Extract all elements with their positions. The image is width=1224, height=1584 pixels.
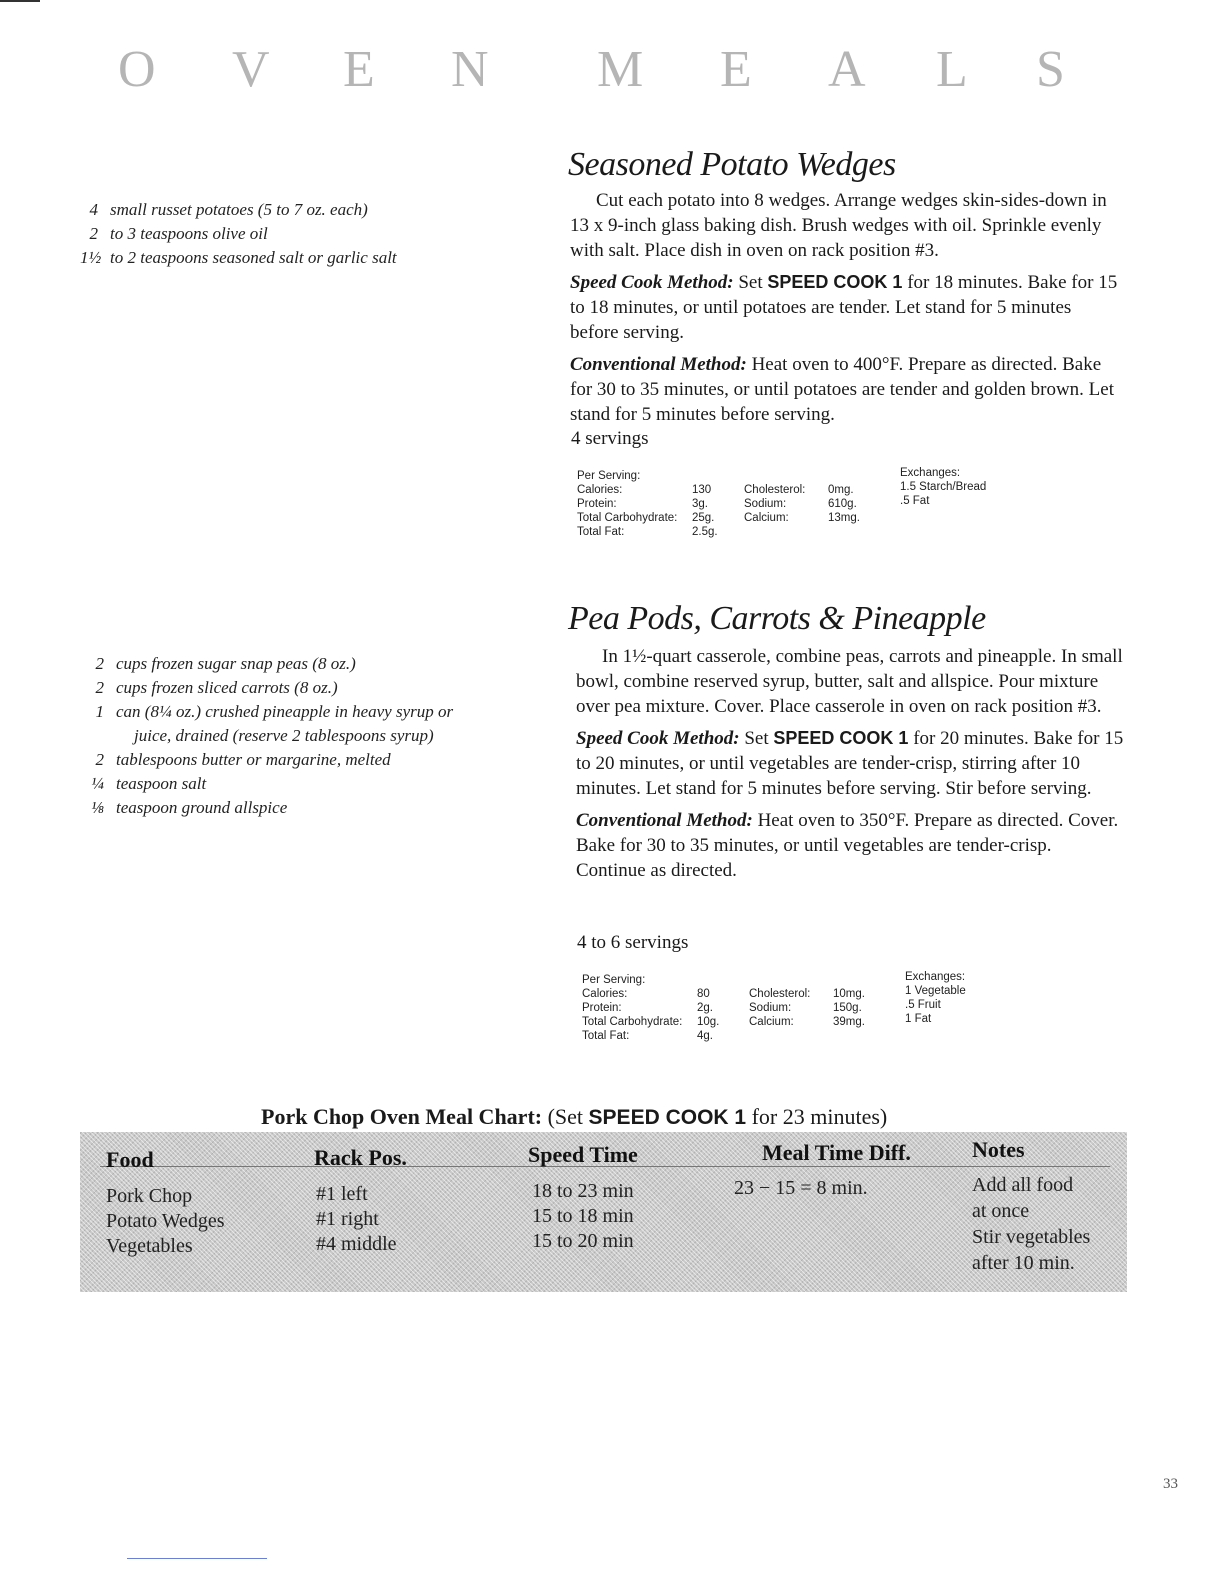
chart-cell: #4 middle	[316, 1233, 397, 1255]
chart-cell: 15 to 18 min	[532, 1205, 634, 1227]
ingredient-text-continued: juice, drained (reserve 2 tablespoons syrup)	[134, 726, 434, 745]
chart-cell: 18 to 23 min	[532, 1180, 634, 1202]
nutrition-label: Total Carbohydrate:	[582, 1016, 683, 1028]
chart-cell: at once	[972, 1200, 1030, 1222]
ingredient-qty: 2	[95, 750, 104, 769]
conventional-method	[570, 352, 1120, 427]
ingredient-qty: ⅛	[91, 798, 104, 817]
exchange-item: .5 Fruit	[905, 999, 941, 1011]
ingredient-item	[86, 748, 506, 772]
chart-header-cell: Food	[106, 1147, 154, 1172]
nutrition-label: Total Fat:	[577, 526, 625, 538]
nutrition-value: 13mg.	[828, 512, 860, 524]
nutrition-value: 150g.	[833, 1002, 862, 1014]
speed-cook-pre: Set	[738, 272, 763, 293]
chart-header-cell: Speed Time	[528, 1142, 638, 1167]
nutrition-label: Total Carbohydrate:	[577, 512, 678, 524]
ingredient-text: teaspoon ground allspice	[116, 798, 288, 817]
chart-title	[261, 1104, 887, 1130]
servings: 4 servings	[571, 428, 649, 449]
speed-cook-label: Speed Cook Method:	[576, 728, 740, 749]
chart-title-pre: (Set	[547, 1104, 584, 1129]
nutrition-label: Cholesterol:	[744, 484, 806, 496]
recipe-title: Pea Pods, Carrots & Pineapple	[568, 600, 986, 637]
chart-title-bold: Pork Chop Oven Meal Chart:	[261, 1104, 543, 1129]
chart-title-post: for 23 minutes)	[751, 1104, 888, 1129]
exchange-item: 1 Vegetable	[905, 985, 966, 997]
nutrition-value: 39mg.	[833, 1016, 865, 1028]
recipe-intro: Cut each potato into 8 wedges. Arrange wedges skin-sides-down in 13 x 9-inch glass baking dish. Brush wedges with oil. Sprinkle evenly with salt. Place dish in oven on rack position #3.	[570, 190, 1107, 261]
ingredient-text: can (8¼ oz.) crushed pineapple in heavy syrup or	[116, 702, 454, 721]
nutrition-facts	[582, 973, 1082, 1053]
chart-cell: Potato Wedges	[106, 1210, 225, 1232]
ingredient-qty: 2	[89, 224, 98, 243]
ingredient-text: cups frozen sugar snap peas (8 oz.)	[116, 654, 356, 673]
header-letter: E	[343, 41, 375, 98]
ingredient-qty: 2	[95, 678, 104, 697]
speed-cook-label: Speed Cook Method:	[570, 272, 734, 293]
nutrition-value: 0mg.	[828, 484, 854, 496]
header-letter: V	[232, 41, 270, 98]
ingredient-text: to 3 teaspoons olive oil	[110, 224, 268, 243]
recipe-intro: In 1½-quart casserole, combine peas, carrots and pineapple. In small bowl, combine reserved syrup, butter, salt and allspice. Pour mixture over pea mixture. Cover. Place casserole in oven on rack position #3.	[576, 646, 1123, 717]
ingredient-qty: 1½	[80, 248, 102, 267]
speed-cook-method	[570, 270, 1120, 345]
chart-title-setting: SPEED COOK 1	[588, 1106, 747, 1129]
corner-mark	[0, 0, 40, 2]
nutrition-label: Calcium:	[749, 1016, 794, 1028]
nutrition-value: 25g.	[692, 512, 715, 524]
nutrition-label: Protein:	[577, 498, 617, 510]
exchange-item: .5 Fat	[900, 495, 930, 507]
nutrition-value: 10g.	[697, 1016, 720, 1028]
nutrition-label: Per Serving:	[577, 470, 641, 482]
conventional-label: Conventional Method:	[570, 354, 747, 375]
recipe-title: Seasoned Potato Wedges	[568, 146, 896, 183]
ingredient-qty: ¼	[91, 774, 104, 793]
ingredient-item	[86, 676, 506, 700]
nutrition-label: Total Fat:	[582, 1030, 630, 1042]
ingredient-qty: 4	[89, 200, 98, 219]
chart-header-cell: Rack Pos.	[314, 1145, 407, 1170]
chart-cell: Pork Chop	[106, 1185, 193, 1207]
recipe-method	[570, 188, 1120, 434]
chart-header-cell: Meal Time Diff.	[762, 1140, 911, 1165]
nutrition-value: 10mg.	[833, 988, 865, 1000]
speed-cook-setting: SPEED COOK 1	[773, 728, 909, 748]
nutrition-value: 80	[697, 988, 710, 1000]
chart-cell: Vegetables	[106, 1235, 193, 1257]
conventional-method	[576, 808, 1124, 883]
nutrition-facts	[577, 469, 1077, 549]
header-letter: N	[451, 41, 489, 98]
ingredient-item	[86, 700, 506, 748]
nutrition-label: Per Serving:	[582, 974, 646, 986]
header-letter: E	[720, 41, 752, 98]
ingredient-item	[80, 246, 480, 270]
recipe-method	[576, 644, 1124, 890]
speed-cook-text: for 20 minutes. Bake for 15 to 20 minutes, or until vegetables are tender-crisp, stirring after 10 minutes. Let stand for 5 minutes before serving. Stir before serving.	[576, 728, 1124, 799]
nutrition-label: Cholesterol:	[749, 988, 811, 1000]
speed-cook-text: for 18 minutes. Bake for 15 to 18 minutes, or until potatoes are tender. Let stand for 5 minutes before serving.	[570, 272, 1118, 343]
nutrition-label: Calories:	[577, 484, 623, 496]
ingredient-list	[86, 652, 506, 820]
servings: 4 to 6 servings	[577, 932, 689, 953]
chart-header-cell: Notes	[972, 1137, 1025, 1162]
header-letter: S	[1036, 41, 1065, 98]
bottom-rule	[127, 1558, 267, 1559]
conventional-text: Heat oven to 350°F. Prepare as directed. Cover. Bake for 30 to 35 minutes, or until vegetables are tender-crisp. Continue as directed.	[576, 810, 1119, 881]
ingredient-qty: 2	[95, 654, 104, 673]
ingredient-item	[86, 796, 506, 820]
chart-cell: after 10 min.	[972, 1252, 1075, 1274]
chart-cell: #1 right	[316, 1208, 379, 1230]
nutrition-value: 2g.	[697, 1002, 713, 1014]
nutrition-value: 4g.	[697, 1030, 713, 1042]
ingredient-qty: 1	[95, 702, 104, 721]
ingredient-text: cups frozen sliced carrots (8 oz.)	[116, 678, 338, 697]
ingredient-list	[80, 198, 480, 270]
exchange-item: 1 Fat	[905, 1013, 932, 1025]
speed-cook-setting: SPEED COOK 1	[767, 272, 903, 292]
ingredient-text: tablespoons butter or margarine, melted	[116, 750, 391, 769]
ingredient-item	[86, 652, 506, 676]
conventional-label: Conventional Method:	[576, 810, 753, 831]
exchanges-label: Exchanges:	[900, 467, 961, 479]
nutrition-label: Protein:	[582, 1002, 622, 1014]
nutrition-value: 610g.	[828, 498, 857, 510]
exchanges-label: Exchanges:	[905, 971, 966, 983]
ingredient-item	[80, 198, 480, 222]
nutrition-label: Calories:	[582, 988, 628, 1000]
ingredient-text: teaspoon salt	[116, 774, 207, 793]
exchange-item: 1.5 Starch/Bread	[900, 481, 987, 493]
chart-cell: 15 to 20 min	[532, 1230, 634, 1252]
page-number: 33	[1163, 1476, 1178, 1492]
header-letter: O	[118, 41, 156, 98]
header-letter: L	[936, 41, 968, 98]
header-letter: A	[828, 41, 866, 98]
chart-cell: #1 left	[316, 1183, 368, 1205]
nutrition-value: 3g.	[692, 498, 708, 510]
nutrition-label: Sodium:	[749, 1002, 792, 1014]
chart-cell: Stir vegetables	[972, 1226, 1091, 1248]
ingredient-text: to 2 teaspoons seasoned salt or garlic salt	[110, 248, 397, 267]
chart-cell: Add all food	[972, 1174, 1074, 1196]
nutrition-value: 130	[692, 484, 712, 496]
nutrition-label: Sodium:	[744, 498, 787, 510]
chart-cell: 23 − 15 = 8 min.	[734, 1177, 868, 1199]
ingredient-item	[86, 772, 506, 796]
speed-cook-method	[576, 726, 1124, 801]
ingredient-item	[80, 222, 480, 246]
nutrition-value: 2.5g.	[692, 526, 718, 538]
nutrition-label: Calcium:	[744, 512, 789, 524]
ingredient-text: small russet potatoes (5 to 7 oz. each)	[110, 200, 368, 219]
speed-cook-pre: Set	[744, 728, 769, 749]
header-letter: M	[597, 41, 644, 98]
conventional-text: Heat oven to 400°F. Prepare as directed. Bake for 30 to 35 minutes, or until potatoes are tender and golden brown. Let stand for 5 minutes before serving.	[570, 354, 1115, 425]
